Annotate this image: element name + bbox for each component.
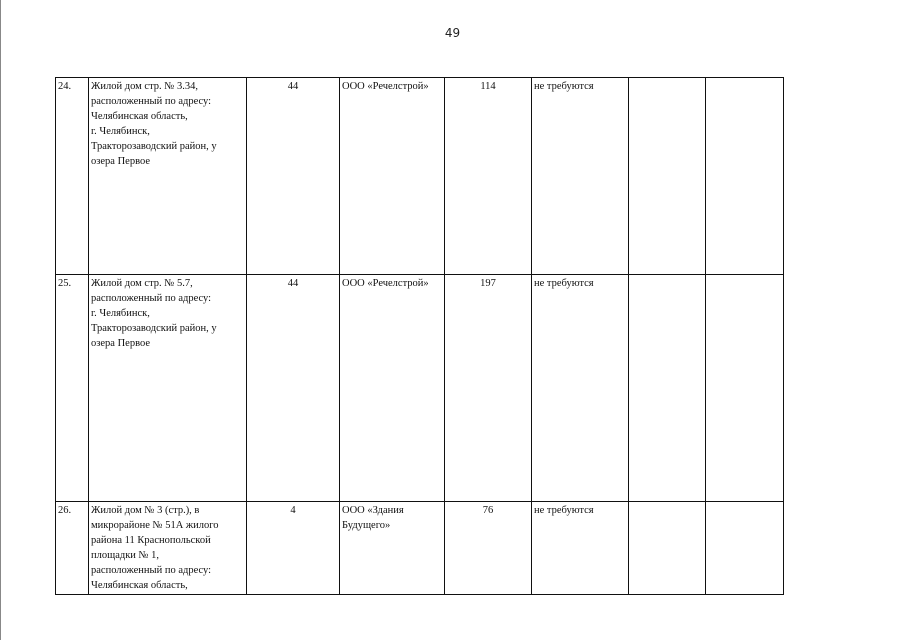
cell-value: 44	[247, 275, 340, 502]
cell-value: 44	[247, 78, 340, 275]
empty-cell	[629, 275, 706, 502]
object-description: Жилой дом стр. № 5.7, расположенный по адресу: г. Челябинск, Тракторозаводский район, у озера Первое	[89, 275, 247, 502]
requirements-cell: не требуются	[532, 275, 629, 502]
table-row	[56, 78, 784, 275]
cell-value: 197	[445, 275, 532, 502]
row-number: 25.	[56, 275, 89, 502]
page-number: 49	[444, 26, 461, 40]
object-description: Жилой дом стр. № 3.34, расположенный по адресу: Челябинская область, г. Челябинск, Тракторозаводский район, у озера Первое	[89, 78, 247, 275]
developer-name: ООО «Речелстрой»	[340, 275, 445, 502]
empty-cell	[629, 502, 706, 595]
empty-cell	[706, 275, 784, 502]
developer-name: ООО «Здания Будущего»	[340, 502, 445, 595]
requirements-cell: не требуются	[532, 502, 629, 595]
empty-cell	[629, 78, 706, 275]
developer-name: ООО «Речелстрой»	[340, 78, 445, 275]
table-row	[56, 275, 784, 502]
table-row	[56, 502, 784, 595]
row-number: 26.	[56, 502, 89, 595]
page-left-edge	[0, 0, 1, 640]
row-number: 24.	[56, 78, 89, 275]
requirements-cell: не требуются	[532, 78, 629, 275]
cell-value: 114	[445, 78, 532, 275]
empty-cell	[706, 78, 784, 275]
cell-value: 4	[247, 502, 340, 595]
object-description: Жилой дом № 3 (стр.), в микрорайоне № 51А жилого района 11 Краснопольской площадки № 1, расположенный по адресу: Челябинская область,	[89, 502, 247, 595]
empty-cell	[706, 502, 784, 595]
cell-value: 76	[445, 502, 532, 595]
objects-table	[55, 77, 784, 595]
